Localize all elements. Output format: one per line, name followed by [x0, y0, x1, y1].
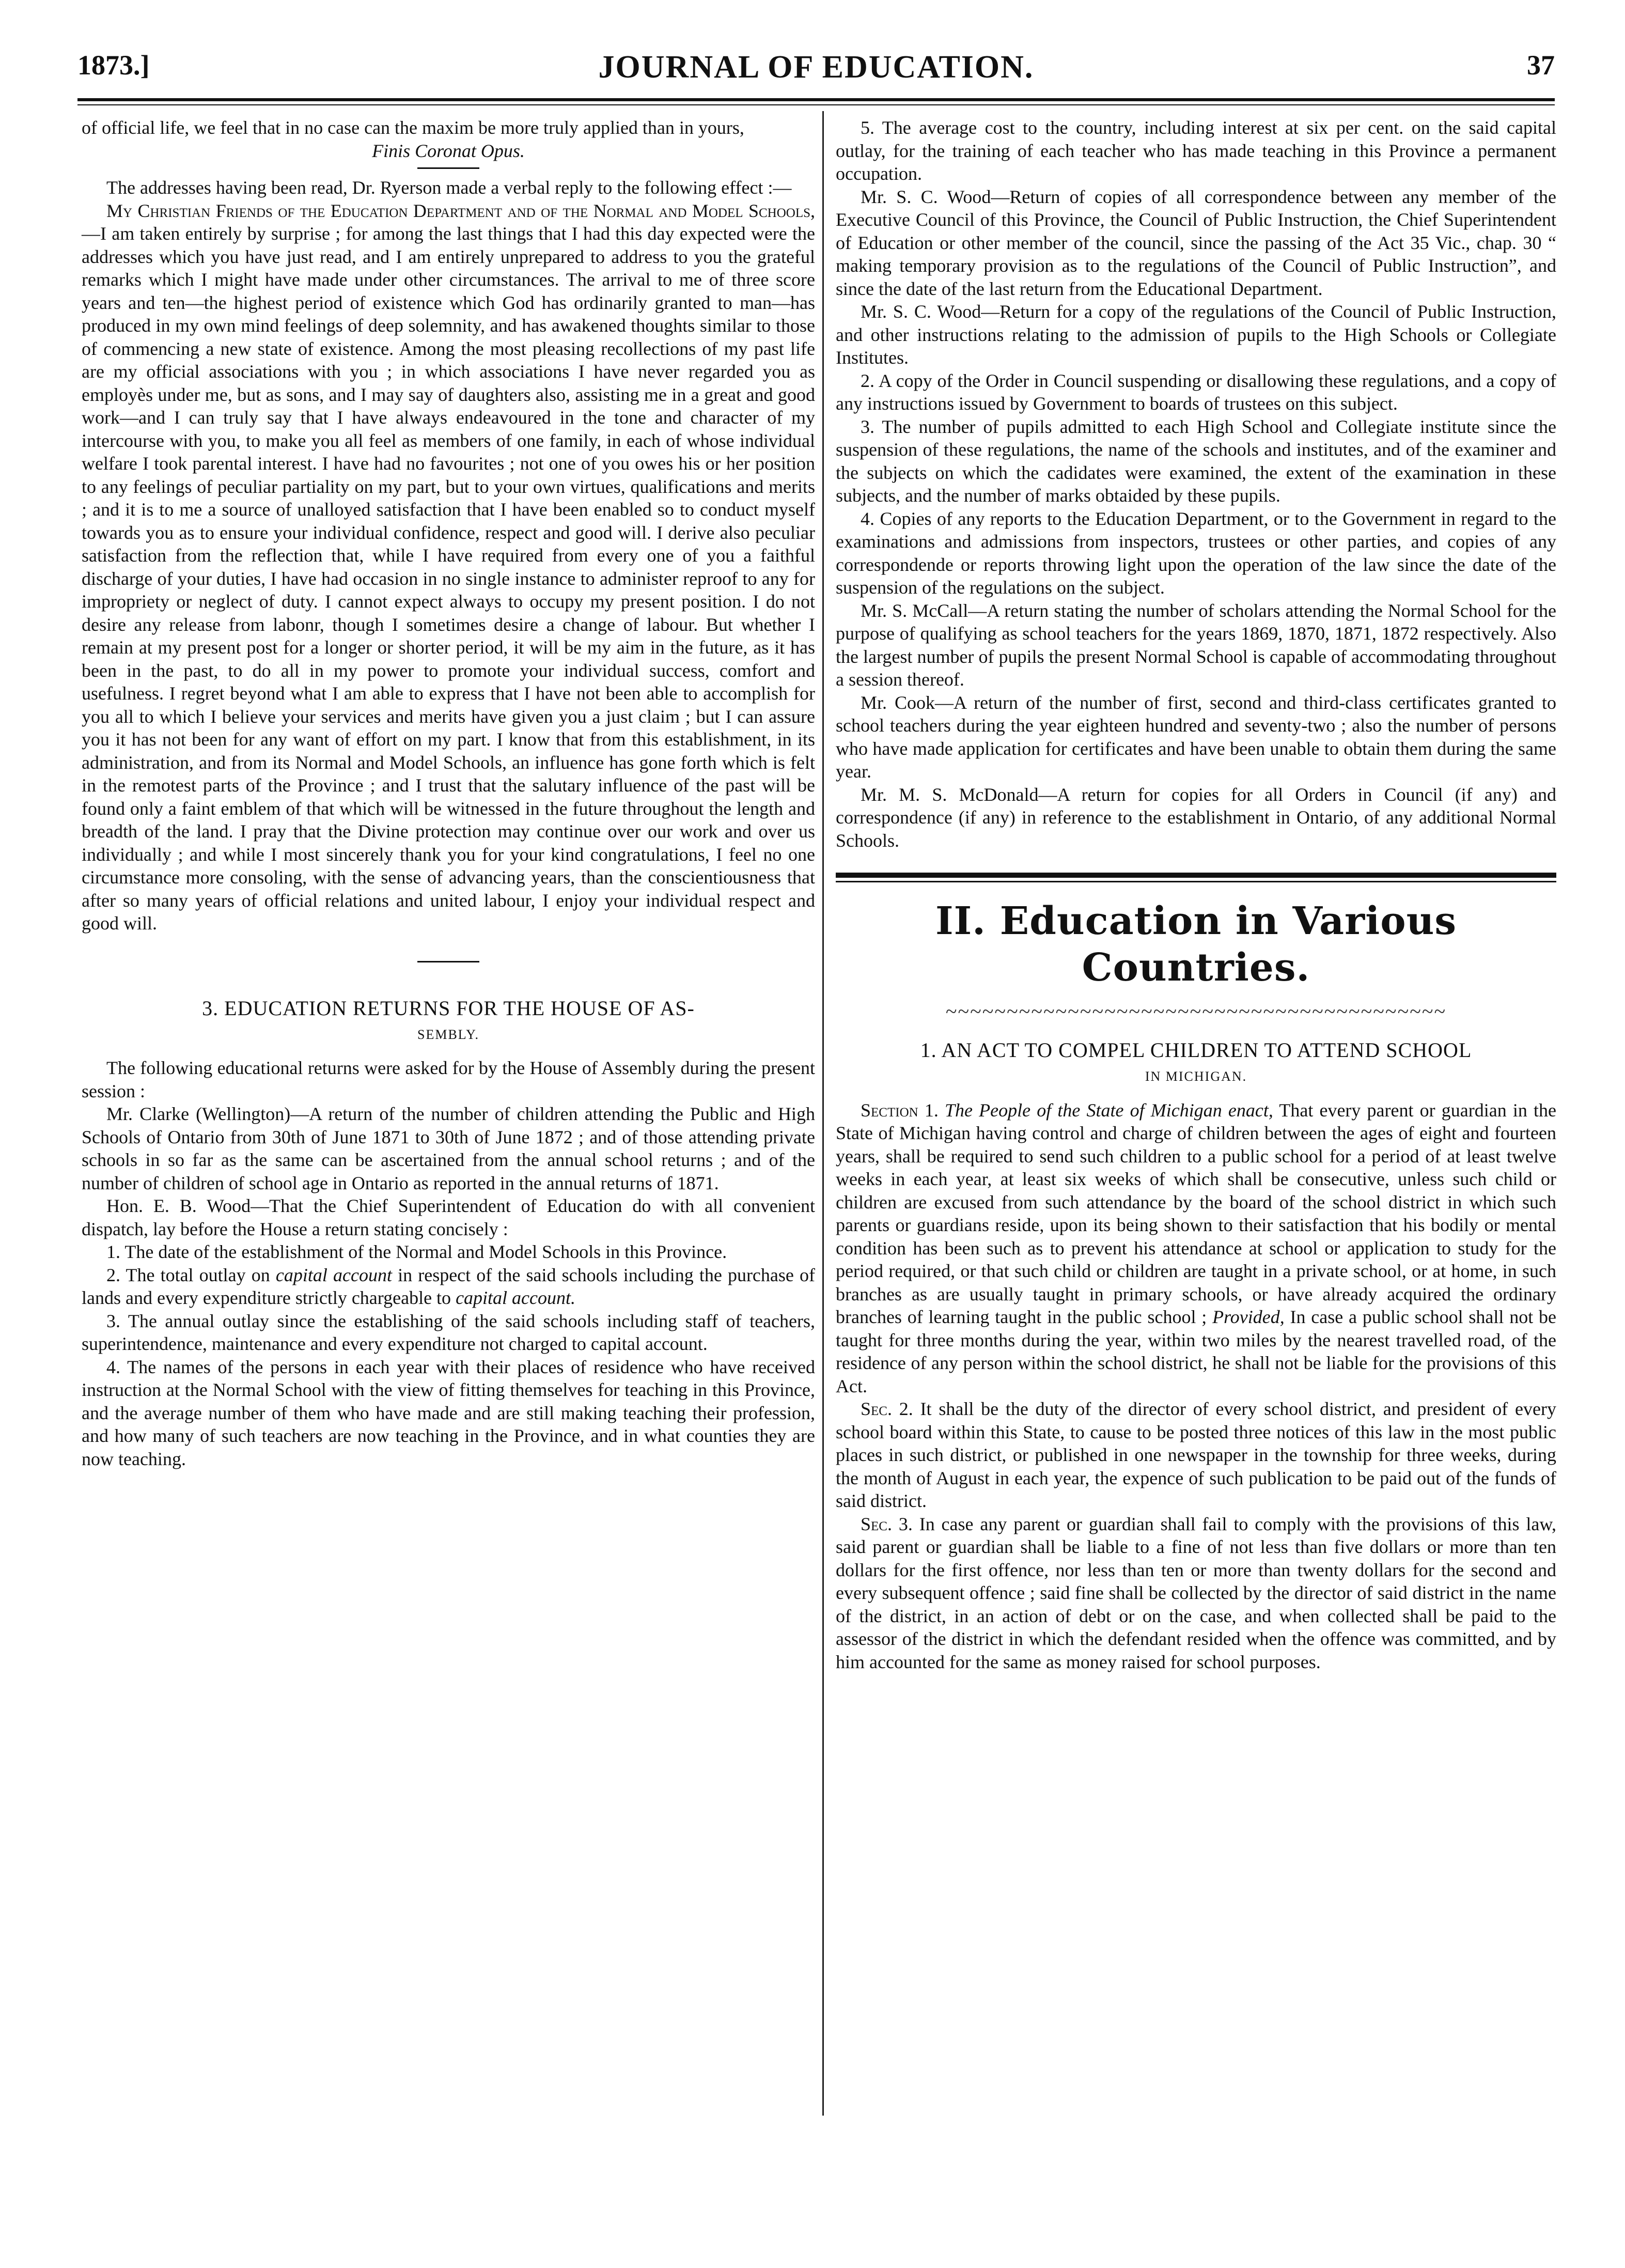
- item-3: 3. The annual outlay since the establishing of the said schools including staff of teachers, superintendence, maintenance and every expenditure not charged to capital account.: [82, 1310, 815, 1354]
- running-header: [77, 49, 1555, 96]
- wood-return: Hon. E. B. Wood—That the Chief Superintendent of Education do with all convenient dispatch, lay before the House a return stating concisely :: [82, 1195, 815, 1239]
- header-year: 1873.]: [77, 50, 150, 81]
- salutation: My Christian Friends of the Education Department and of the Normal and Model Schools,: [106, 200, 815, 221]
- michigan-act-subtitle: IN MICHIGAN.: [1145, 1069, 1247, 1084]
- journal-title: JOURNAL OF EDUCATION.: [598, 50, 1034, 85]
- scwood-return-1: Mr. S. C. Wood—Return of copies of all correspondence between any member of the Executive Council of this Province, the Council of Public Instruction, the Chief Superintendent of Education or other member of the council, since the passing of the Act 35 Vic., chap. 30 “ making temporary provision as to the regulations of the Council of Public Instruction”, and since the date of the last return from the Educational Department.: [836, 186, 1556, 299]
- act-section-3: [836, 1513, 1556, 1674]
- act-section-1: [836, 1099, 1556, 1398]
- michigan-act-title: 1. AN ACT TO COMPEL CHILDREN TO ATTEND SCHOOL: [920, 1038, 1472, 1062]
- cook-return: Mr. Cook—A return of the number of first, second and third-class certificates granted to school teachers during the year eighteen hundred and seventy-two ; also the number of persons who have made application for certificates and have been unable to obtain them during the same year.: [836, 692, 1556, 782]
- section-1-enactment: The People of the State of Michigan enact,: [944, 1099, 1273, 1121]
- left-column: [82, 116, 815, 1470]
- clarke-return: Mr. Clarke (Wellington)—A return of the number of children attending the Public and High Schools of Ontario from 30th of June 1871 to 30th of June 1872 ; and of those attending private schools in so far as the same can be ascertained from the annual school returns ; and of the number of children of school age in Ontario as reported in the annual returns of 1871.: [82, 1104, 815, 1193]
- section-3-label: Sec. 3.: [861, 1513, 913, 1534]
- section-3-text: In case any parent or guardian shall fail to comply with the provisions of this law, said parent or guardian shall be liable to a fine of not less than five dollars or more than ten dollars for the first offence, nor less than ten or more than twenty dollars for the second and every subsequent offence ; said fine shall be collected by the director of said district in the name of the district, in an action of debt or on the case, and when collected shall be paid to the assessor of the district in which the defendant resided when the offence was committed, and by him accounted for the same as money raised for school purposes.: [836, 1513, 1557, 1672]
- page-number: 37: [1527, 50, 1555, 81]
- opening-paragraph: of official life, we feel that in no case can the maxim be more truly applied than in yours,: [82, 117, 744, 138]
- item-2-emphasis-1: capital account: [275, 1264, 392, 1285]
- section-1-proviso: Provided,: [1212, 1307, 1285, 1327]
- item-4: 4. The names of the persons in each year with their places of residence who have received instruction at the Normal School with the view of fitting themselves for teaching in this Province, and the average number of them who have made and are still making teaching their profession, and how many of such teachers are now teaching in the Province, and in what counties they are now teaching.: [82, 1356, 815, 1469]
- short-divider: [417, 167, 479, 169]
- part-rule-thick: [836, 873, 1556, 878]
- reply-intro: The addresses having been read, Dr. Ryerson made a verbal reply to the following effect :—: [106, 177, 792, 198]
- header-rule-thin: [77, 104, 1555, 105]
- section-2-text: It shall be the duty of the director of every school district, and president of every school board within this State, to cause to be posted three notices of this law in the most public places in such district, or published in one newspaper in the township for three weeks, during the month of August in each year, the expence of such publication to be paid out of the funds of said district.: [836, 1399, 1556, 1511]
- item-2-text-b: in respect of the said schools including the purchase of lands and every expenditure strictly chargeable to: [82, 1264, 815, 1308]
- return-item-3: 3. The number of pupils admitted to each High School and Collegiate institute since the suspension of these regulations, the name of the schools and institutes, and of the examiner and the subjects on which the cadidates were examined, the extent of the examination in these subjects, and the number of marks obtaided by these pupils.: [836, 416, 1556, 506]
- mccall-return: Mr. S. McCall—A return stating the number of scholars attending the Normal School for the purpose of qualifying as school teachers for the years 1869, 1870, 1871, 1872 respectively. Also the largest number of pupils the present Normal School is capable of accommodating throughout a session thereof.: [836, 600, 1556, 690]
- section-2-label: Sec. 2.: [861, 1399, 913, 1419]
- item-2-emphasis-2: capital account.: [456, 1287, 576, 1308]
- right-column: [836, 116, 1556, 1673]
- speech-text: —I am taken entirely by surprise ; for among the last things that I had this day expected were the addresses which you have just read, and I am entirely unprepared to address to you the grateful remarks which I might have made under other circumstances. The arrival to me of three score years and ten—the highest period of existence which God has ordinarily granted to man—has produced in my own mind feelings of deep solemnity, and has awakened thoughts similar to those of commencing a new state of existence. Among the most pleasing recollections of my past life are my official associations with you ; in which associations I have never regarded you as employès under me, but as sons, and I may say of daughters also, assisting me in a great and good work—and I can truly say that I have always endeavoured in the tone and character of my intercourse with you, to make you all feel as members of one family, in each of whose individual welfare I took parental interest. I have had no favourites ; not one of you owes his or her position to any feelings of peculiar partiality on my part, but to your own virtues, qualifications and merits ; and it is to me a source of unalloyed satisfaction that I have been enabled so to conduct myself towards you as to ensure your individual confidence, respect and good will. I derive also peculiar satisfaction from the reflection that, while I have required from every one of you a faithful discharge of your duties, I have had occasion in no single instance to administer reproof to any for impropriety or neglect of duty. I cannot expect always to occupy my present position. I do not desire any release from labonr, though I sometimes desire a change of labour. But whether I remain at my present post for a longer or shorter period, it will be my aim in the future, as it has been in the past, to do all in my power to promote your individual success, comfort and usefulness. I regret beyond what I am able to express that I have not been able to accomplish for you all to which I believe your services and merits have given you a just claim ; but I can assure you it has not been for any want of effort on my part. I know that from this establishment, in its administration, and from its Normal and Model Schools, an influence has gone forth which is felt in the remotest parts of the Province ; and I trust that the salutary influence of the past will be found only a faint emblem of that which will be witnessed in the future throughout the length and breadth of the land. I pray that the Divine protection may continue over our work and over us individually ; and while I most sincerely thank you for your kind congratulations, I feel no one circumstance more consoling, with the sense of advancing years, than the conscientiousness that after so many years of official relations and united labour, I enjoy your individual respect and good will.: [82, 223, 815, 934]
- section-3-title: 3. EDUCATION RETURNS FOR THE HOUSE OF AS-: [202, 996, 695, 1020]
- item-2-text-a: 2. The total outlay on: [106, 1264, 276, 1285]
- scwood-return-2: Mr. S. C. Wood—Return for a copy of the regulations of the Council of Public Instruction, and other instructions relating to the admission of pupils to the High Schools or Collegiate Institutes.: [836, 301, 1556, 368]
- return-item-2: 2. A copy of the Order in Council suspending or disallowing these regulations, and a copy of any instructions issued by Government to boards of trustees on this subject.: [836, 370, 1556, 414]
- item-5: 5. The average cost to the country, including interest at six per cent. on the said capital outlay, for the training of each teacher who has made teaching in this Province a permanent occupation.: [836, 117, 1556, 184]
- speech-paragraph: [82, 199, 815, 935]
- section-1-text-b: In case a public school shall not be taught for three months during the year, within two miles by the nearest travelled road, of the residence of any person within the school district, he shall not be liable for the provisions of this Act.: [836, 1307, 1557, 1396]
- section-3-title-cont: SEMBLY.: [417, 1027, 479, 1042]
- column-divider: [822, 111, 824, 2116]
- item-1: 1. The date of the establishment of the Normal and Model Schools in this Province.: [106, 1241, 727, 1262]
- item-2: [82, 1264, 815, 1310]
- mcdonald-return: Mr. M. S. McDonald—A return for copies for all Orders in Council (if any) and correspondence (if any) in reference to the establishment in Ontario, of any additional Normal Schools.: [836, 784, 1556, 851]
- section-1-text-a: That every parent or guardian in the State of Michigan having control and charge of children between the ages of eight and fourteen years, shall be required to send such children to a public school for a period of at least twelve weeks in each year, at least six weeks of which shall be consecutive, unless such child or children are excused from such attendance by the board of the school district in which such parents or guardians reside, upon its being shown to their satisfaction that his bodily or mental condition has been such as to prevent his attendance at school or application to study for the period required, or that such child or children are taught in a private school, or at home, in such branches as are usually taught in primary schools, or have already acquired the ordinary branches of learning taught in the public school ;: [836, 1099, 1557, 1327]
- section-1-label: Section 1.: [861, 1099, 939, 1121]
- part-rule-thin: [836, 881, 1556, 882]
- wavy-ornament: ~~~~~~~~~~~~~~~~~~~~~~~~~~~~~~~~~~~~~~~~~: [945, 1000, 1447, 1023]
- return-item-4: 4. Copies of any reports to the Education Department, or to the Government in regard to the examinations and admissions from inspectors, trustees or other parties, and copies of any correspondende or reports throwing light upon the operation of the law since the date of the suspension of the regulations on the subject.: [836, 508, 1556, 598]
- section-divider: [417, 961, 479, 962]
- returns-intro: The following educational returns were asked for by the House of Assembly during the present session :: [82, 1058, 815, 1101]
- part-title: II. Education in Various Countries.: [935, 899, 1457, 990]
- act-section-2: [836, 1397, 1556, 1513]
- header-rule-thick: [77, 98, 1555, 101]
- motto: Finis Coronat Opus.: [372, 140, 525, 161]
